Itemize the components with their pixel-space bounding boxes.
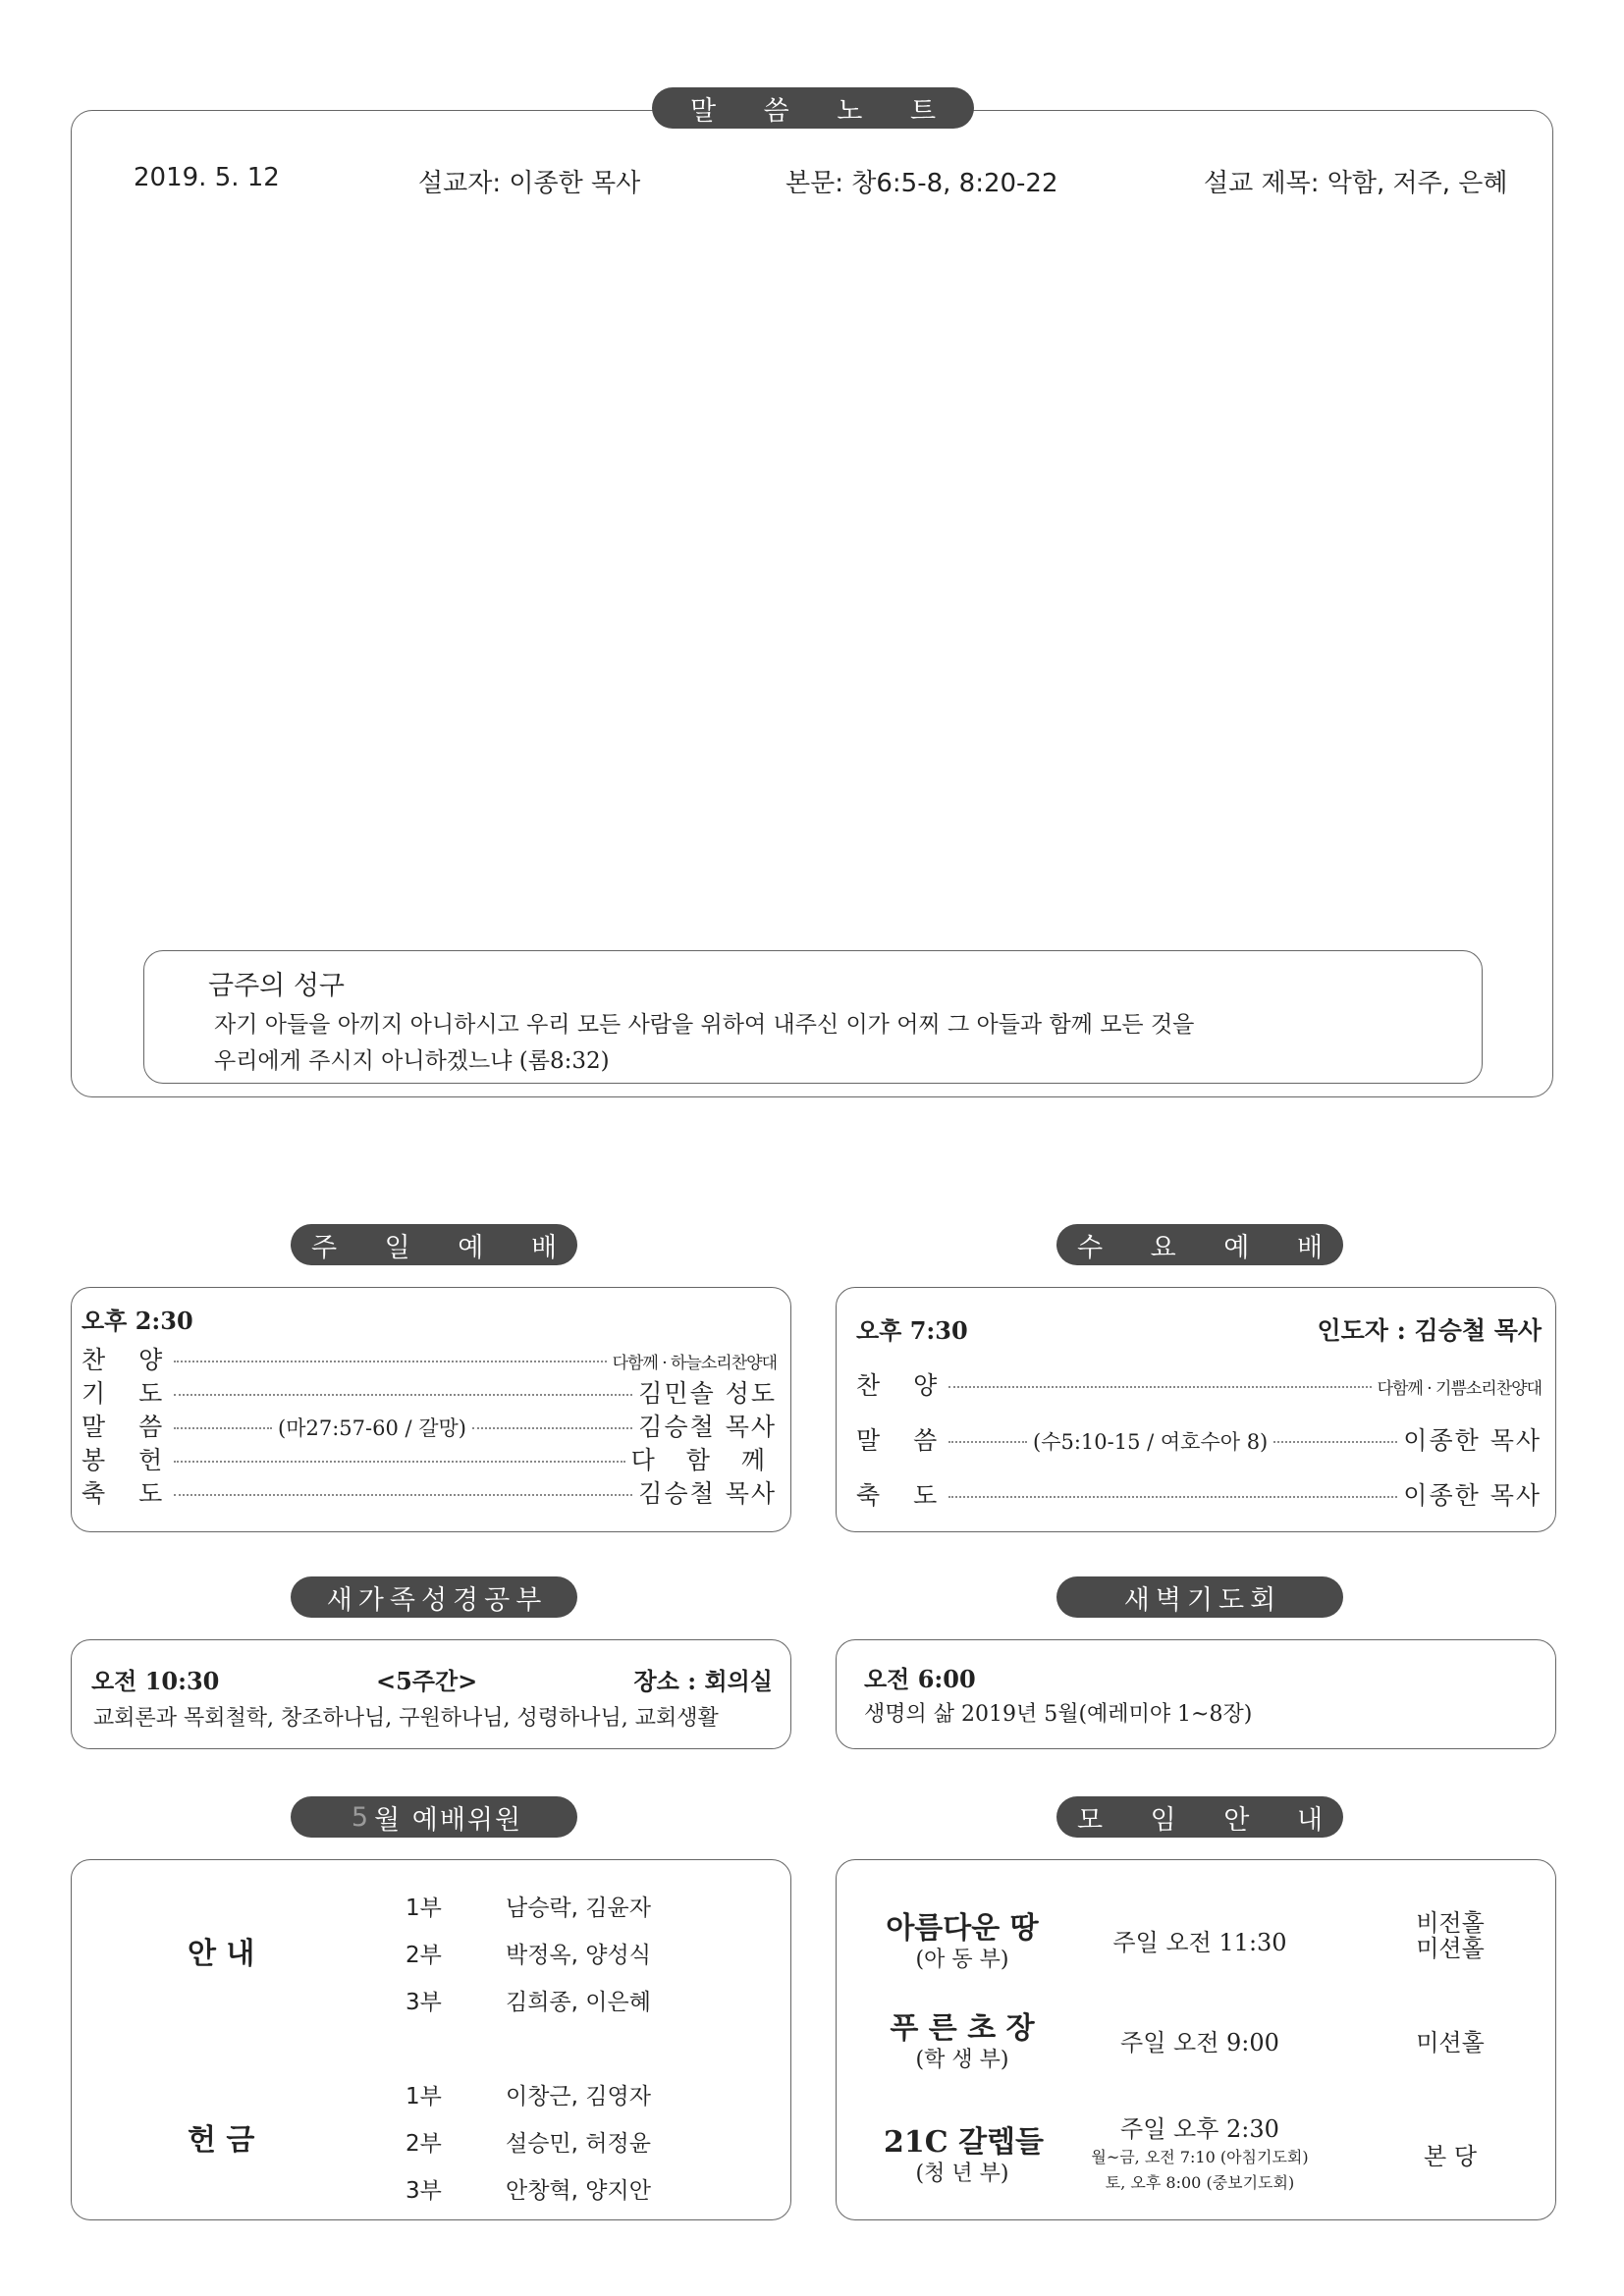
wednesday-row-label: 축도: [856, 1481, 971, 1510]
weekly-verse-line2: 우리에게 주시지 아니하겠느냐 (롬8:32): [214, 1048, 610, 1074]
family-bible-duration: <5주간>: [376, 1667, 478, 1695]
family-bible-title: 새가족성경공부: [291, 1576, 577, 1618]
wednesday-row-label: 찬양: [856, 1371, 971, 1400]
wednesday-worship-title: 수 요 예 배: [1056, 1224, 1343, 1265]
sunday-row-benediction: [81, 1474, 777, 1510]
sunday-worship-title: 주 일 예 배: [291, 1224, 577, 1265]
sunday-row-label: 말씀: [81, 1413, 196, 1441]
meeting-dept: (학 생 부): [915, 2048, 1009, 2072]
offering-names-3: 안창혁, 양지안: [506, 2178, 651, 2204]
usher-names-2: 박정옥, 양성식: [506, 1943, 651, 1968]
sunday-row-label: 찬양: [81, 1346, 196, 1374]
dawn-prayer-text: 생명의 삶 2019년 5월(예레미야 1~8장): [864, 1702, 1253, 1727]
usher-part-2: 2부: [406, 1943, 442, 1968]
family-bible-time: 오전 10:30: [91, 1667, 220, 1695]
meeting-name: 21C 갈렙들: [884, 2125, 1045, 2160]
weekly-verse-line1: 자기 아들을 아끼지 아니하시고 우리 모든 사람을 위하여 내주신 이가 어찌 그 아들과 함께 모든 것을: [214, 1012, 1195, 1038]
dawn-prayer-title: 새벽기도회: [1056, 1576, 1343, 1618]
wednesday-row-mid: (수5:10-15 / 여호수아 8): [1033, 1430, 1269, 1454]
usher-part-3: 3부: [406, 1990, 442, 2015]
sunday-row-right: 김민솔 성도: [638, 1379, 777, 1408]
sermon-preacher: 설교자: 이종한 목사: [418, 169, 641, 198]
usher-names-1: 남승락, 김윤자: [506, 1896, 651, 1921]
wednesday-row-label: 말씀: [856, 1426, 971, 1455]
sunday-row-right: 다함께 · 하늘소리찬양대: [612, 1354, 777, 1373]
family-bible-place: 장소 : 회의실: [633, 1667, 773, 1695]
dawn-prayer-time: 오전 6:00: [864, 1665, 976, 1693]
sunday-worship-box: [71, 1287, 791, 1532]
meeting-name: 아름다운 땅: [886, 1911, 1039, 1946]
wednesday-row-benediction: [856, 1476, 1542, 1512]
wednesday-worship-box: [836, 1287, 1556, 1532]
wednesday-row-right: 이종한 목사: [1403, 1426, 1542, 1455]
usher-names-3: 김희종, 이은혜: [506, 1990, 651, 2015]
sunday-row-right: 김승철 목사: [638, 1413, 777, 1441]
weekly-verse-heading: 금주의 성구: [208, 971, 345, 1001]
may-staff-box: [71, 1859, 791, 2220]
meeting-time: 주일 오전 9:00: [1120, 2029, 1279, 2056]
offering-label: 헌 금: [188, 2123, 255, 2158]
offering-part-1: 1부: [406, 2084, 442, 2109]
meeting-dept: (아 동 부): [915, 1948, 1009, 1972]
family-bible-box: [71, 1639, 791, 1749]
sermon-note-title: 말 씀 노 트: [652, 87, 974, 129]
may-staff-title: [291, 1796, 577, 1838]
sunday-row-right: 다 함 께: [630, 1446, 777, 1474]
meeting-time: 주일 오전 11:30: [1112, 1929, 1287, 1956]
wednesday-row-hymn: [856, 1366, 1542, 1402]
usher-part-1: 1부: [406, 1896, 442, 1921]
meeting-name: 푸 른 초 장: [890, 2011, 1035, 2046]
sermon-scripture: 본문: 창6:5-8, 8:20-22: [785, 169, 1058, 198]
meeting-extra-2: 토, 오후 8:00 (중보기도회): [1105, 2173, 1295, 2192]
offering-part-3: 3부: [406, 2178, 442, 2204]
sunday-row-label: 봉헌: [81, 1446, 196, 1474]
sunday-row-sermon: [81, 1408, 777, 1443]
sunday-row-hymn: [81, 1341, 777, 1376]
wednesday-worship-time: 오후 7:30: [856, 1316, 968, 1345]
meetings-title: 모 임 안 내: [1056, 1796, 1343, 1838]
dawn-prayer-box: [836, 1639, 1556, 1749]
meeting-place: 비전홀: [1416, 1909, 1485, 1937]
offering-part-2: 2부: [406, 2131, 442, 2157]
sermon-date: 2019. 5. 12: [134, 163, 280, 192]
offering-names-2: 설승민, 허정윤: [506, 2131, 651, 2157]
wednesday-worship-leader: 인도자 : 김승철 목사: [1317, 1316, 1542, 1345]
meeting-place: 미션홀: [1416, 2029, 1485, 2056]
offering-names-1: 이창근, 김영자: [506, 2084, 651, 2109]
sunday-row-label: 축도: [81, 1479, 196, 1508]
meetings-box: [836, 1859, 1556, 2220]
family-bible-topics: 교회론과 목회철학, 창조하나님, 구원하나님, 성령하나님, 교회생활: [93, 1706, 719, 1731]
meeting-place-2: 미션홀: [1416, 1935, 1485, 1962]
sunday-worship-time: 오후 2:30: [81, 1307, 193, 1335]
sunday-row-prayer: [81, 1374, 777, 1410]
sunday-row-mid: (마27:57-60 / 갈망): [278, 1416, 467, 1440]
sermon-title: 설교 제목: 악함, 저주, 은혜: [1204, 169, 1508, 198]
usher-label: 안 내: [188, 1937, 255, 1971]
sunday-row-label: 기도: [81, 1379, 196, 1408]
may-staff-title-month: 5: [351, 1801, 369, 1833]
meeting-dept: (청 년 부): [915, 2162, 1009, 2186]
wednesday-row-right: 이종한 목사: [1403, 1481, 1542, 1510]
meeting-extra-1: 월~금, 오전 7:10 (아침기도회): [1091, 2148, 1309, 2166]
may-staff-title-rest: 월 예배위원: [374, 1804, 523, 1836]
meeting-place: 본 당: [1424, 2143, 1477, 2170]
sunday-row-right: 김승철 목사: [638, 1479, 777, 1508]
wednesday-row-sermon: [856, 1421, 1542, 1457]
wednesday-row-right: 다함께 · 기쁨소리찬양대: [1377, 1379, 1542, 1399]
meeting-time: 주일 오후 2:30: [1120, 2115, 1279, 2143]
sunday-row-offering: [81, 1441, 777, 1476]
